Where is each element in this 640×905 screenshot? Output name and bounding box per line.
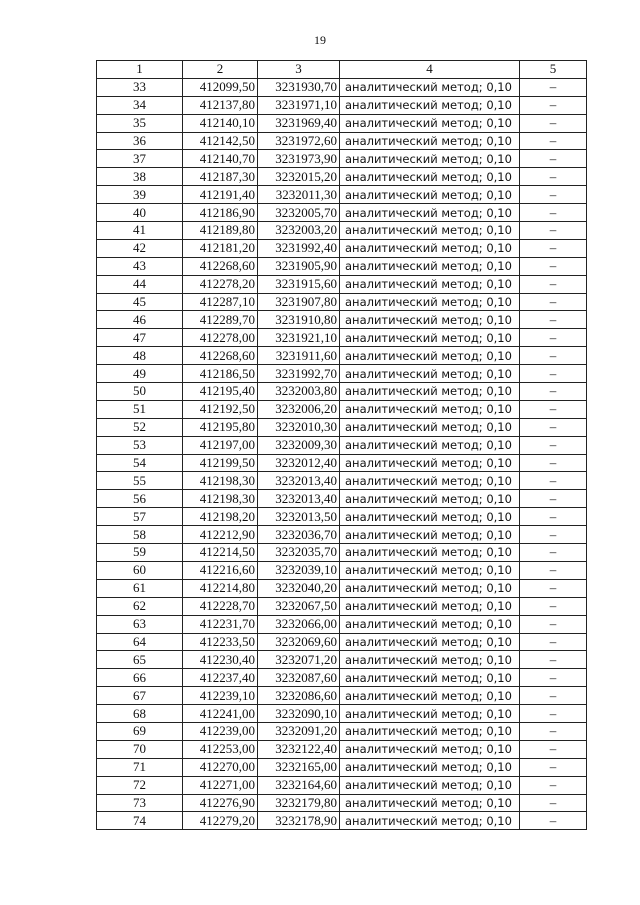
table-cell: 412270,00	[183, 758, 258, 776]
table-cell: аналитический метод; 0,10	[340, 812, 520, 830]
table-cell: 412278,00	[183, 329, 258, 347]
table-cell: –	[520, 400, 587, 418]
table-row	[97, 526, 587, 544]
table-cell: 52	[97, 418, 183, 436]
table-cell: аналитический метод; 0,10	[340, 526, 520, 544]
table-cell: 3232164,60	[258, 776, 340, 794]
table-cell: –	[520, 383, 587, 401]
table-cell: 3232012,40	[258, 454, 340, 472]
table-cell: –	[520, 526, 587, 544]
table-cell: аналитический метод; 0,10	[340, 186, 520, 204]
table-cell: аналитический метод; 0,10	[340, 150, 520, 168]
table-cell: 68	[97, 705, 183, 723]
table-cell: 412198,20	[183, 508, 258, 526]
table-cell: –	[520, 490, 587, 508]
table-cell: 412195,80	[183, 418, 258, 436]
table-cell: 64	[97, 633, 183, 651]
table-cell: –	[520, 365, 587, 383]
page-number: 19	[314, 33, 326, 47]
table-cell: 3232005,70	[258, 204, 340, 222]
table-cell: –	[520, 347, 587, 365]
table-cell: аналитический метод; 0,10	[340, 472, 520, 490]
table-cell: –	[520, 222, 587, 240]
table-cell: –	[520, 472, 587, 490]
table-row	[97, 669, 587, 687]
table-cell: 40	[97, 204, 183, 222]
table-cell: 48	[97, 347, 183, 365]
table-cell: –	[520, 651, 587, 669]
table-row	[97, 239, 587, 257]
table-cell: аналитический метод; 0,10	[340, 365, 520, 383]
table-cell: 44	[97, 275, 183, 293]
table-cell: –	[520, 311, 587, 329]
table-cell: 53	[97, 436, 183, 454]
table-cell: –	[520, 687, 587, 705]
table-cell: –	[520, 579, 587, 597]
table-cell: аналитический метод; 0,10	[340, 383, 520, 401]
table-cell: –	[520, 454, 587, 472]
table-cell: аналитический метод; 0,10	[340, 311, 520, 329]
table-cell: 412186,90	[183, 204, 258, 222]
table-cell: аналитический метод; 0,10	[340, 78, 520, 96]
table-row	[97, 150, 587, 168]
table-cell: 412142,50	[183, 132, 258, 150]
table-cell: 49	[97, 365, 183, 383]
table-cell: аналитический метод; 0,10	[340, 347, 520, 365]
table-cell: 66	[97, 669, 183, 687]
table-cell: аналитический метод; 0,10	[340, 740, 520, 758]
table-cell: –	[520, 597, 587, 615]
table-cell: аналитический метод; 0,10	[340, 436, 520, 454]
table-row	[97, 132, 587, 150]
table-cell: 3231973,90	[258, 150, 340, 168]
table-row	[97, 114, 587, 132]
table-cell: –	[520, 418, 587, 436]
table-cell: –	[520, 78, 587, 96]
table-cell: аналитический метод; 0,10	[340, 597, 520, 615]
table-row	[97, 794, 587, 812]
table-row	[97, 490, 587, 508]
table-cell: аналитический метод; 0,10	[340, 722, 520, 740]
table-cell: 73	[97, 794, 183, 812]
table-cell: аналитический метод; 0,10	[340, 329, 520, 347]
table-cell: –	[520, 186, 587, 204]
table-cell: 412214,50	[183, 544, 258, 562]
table-cell: –	[520, 633, 587, 651]
table-cell: –	[520, 561, 587, 579]
table-cell: 412287,10	[183, 293, 258, 311]
table-cell: 3232013,40	[258, 490, 340, 508]
table-header-row	[97, 61, 587, 79]
table-cell: 65	[97, 651, 183, 669]
table-cell: 33	[97, 78, 183, 96]
table-row	[97, 329, 587, 347]
table-cell: 412181,20	[183, 239, 258, 257]
table-cell: 412214,80	[183, 579, 258, 597]
table-cell: –	[520, 705, 587, 723]
table-cell: 61	[97, 579, 183, 597]
table-cell: 412216,60	[183, 561, 258, 579]
table-row	[97, 633, 587, 651]
table-cell: 412137,80	[183, 96, 258, 114]
table-cell: –	[520, 794, 587, 812]
table-cell: 3232010,30	[258, 418, 340, 436]
table-cell: 69	[97, 722, 183, 740]
table-cell: 57	[97, 508, 183, 526]
table-cell: 3232011,30	[258, 186, 340, 204]
table-cell: аналитический метод; 0,10	[340, 454, 520, 472]
table-row	[97, 615, 587, 633]
table-cell: 412195,40	[183, 383, 258, 401]
table-cell: –	[520, 204, 587, 222]
table-row	[97, 418, 587, 436]
table-cell: 54	[97, 454, 183, 472]
coordinates-table	[96, 60, 587, 830]
table-cell: –	[520, 722, 587, 740]
table-cell: 46	[97, 311, 183, 329]
table-cell: аналитический метод; 0,10	[340, 794, 520, 812]
table-cell: 412199,50	[183, 454, 258, 472]
table-cell: 70	[97, 740, 183, 758]
table-cell: 42	[97, 239, 183, 257]
table-cell: 412212,90	[183, 526, 258, 544]
table-cell: аналитический метод; 0,10	[340, 275, 520, 293]
table-row	[97, 96, 587, 114]
table-cell: аналитический метод; 0,10	[340, 544, 520, 562]
table-cell: 3231969,40	[258, 114, 340, 132]
table-cell: 36	[97, 132, 183, 150]
table-cell: 3232003,80	[258, 383, 340, 401]
table-cell: аналитический метод; 0,10	[340, 168, 520, 186]
table-cell: –	[520, 168, 587, 186]
table-row	[97, 597, 587, 615]
table-cell: 38	[97, 168, 183, 186]
table-row	[97, 561, 587, 579]
table-cell: –	[520, 293, 587, 311]
table-cell: 3231905,90	[258, 257, 340, 275]
table-cell: 3231971,10	[258, 96, 340, 114]
table-cell: –	[520, 436, 587, 454]
table-cell: аналитический метод; 0,10	[340, 257, 520, 275]
table-cell: аналитический метод; 0,10	[340, 400, 520, 418]
table-cell: аналитический метод; 0,10	[340, 669, 520, 687]
table-cell: 412198,30	[183, 490, 258, 508]
table-cell: 412228,70	[183, 597, 258, 615]
table-cell: 412198,30	[183, 472, 258, 490]
table-cell: 412278,20	[183, 275, 258, 293]
table-cell: 37	[97, 150, 183, 168]
table-cell: аналитический метод; 0,10	[340, 418, 520, 436]
table-cell: аналитический метод; 0,10	[340, 561, 520, 579]
table-cell: аналитический метод; 0,10	[340, 490, 520, 508]
table-cell: 3232090,10	[258, 705, 340, 723]
column-header: 5	[520, 61, 587, 79]
table-cell: 412187,30	[183, 168, 258, 186]
table-row	[97, 365, 587, 383]
table-row	[97, 758, 587, 776]
table-body	[97, 78, 587, 829]
table-cell: 56	[97, 490, 183, 508]
table-cell: 412140,70	[183, 150, 258, 168]
table-row	[97, 740, 587, 758]
table-row	[97, 722, 587, 740]
table-cell: –	[520, 239, 587, 257]
table-cell: 3232179,80	[258, 794, 340, 812]
table-cell: аналитический метод; 0,10	[340, 204, 520, 222]
cut-off-footer-text	[130, 893, 620, 901]
table-row	[97, 257, 587, 275]
table-cell: 3232091,20	[258, 722, 340, 740]
table-cell: 45	[97, 293, 183, 311]
table-cell: –	[520, 812, 587, 830]
table-cell: 412230,40	[183, 651, 258, 669]
table-cell: 3232036,70	[258, 526, 340, 544]
table-cell: аналитический метод; 0,10	[340, 132, 520, 150]
table-cell: аналитический метод; 0,10	[340, 705, 520, 723]
table-cell: –	[520, 96, 587, 114]
table-cell: 47	[97, 329, 183, 347]
table-cell: 41	[97, 222, 183, 240]
table-cell: –	[520, 669, 587, 687]
table-cell: 3232066,00	[258, 615, 340, 633]
table-cell: 412268,60	[183, 347, 258, 365]
table-cell: аналитический метод; 0,10	[340, 579, 520, 597]
table-cell: 3231972,60	[258, 132, 340, 150]
table-cell: аналитический метод; 0,10	[340, 633, 520, 651]
table-cell: –	[520, 329, 587, 347]
table-row	[97, 293, 587, 311]
table-cell: 412239,10	[183, 687, 258, 705]
table-cell: –	[520, 776, 587, 794]
table-cell: 3232039,10	[258, 561, 340, 579]
table-row	[97, 204, 587, 222]
table-cell: 59	[97, 544, 183, 562]
table-cell: 412233,50	[183, 633, 258, 651]
table-cell: 412140,10	[183, 114, 258, 132]
table-cell: 60	[97, 561, 183, 579]
table-row	[97, 776, 587, 794]
table-cell: 3232087,60	[258, 669, 340, 687]
table-cell: –	[520, 150, 587, 168]
table-cell: 3231992,70	[258, 365, 340, 383]
table-cell: 412279,20	[183, 812, 258, 830]
table-cell: 412191,40	[183, 186, 258, 204]
table-cell: 412241,00	[183, 705, 258, 723]
table-cell: 3232035,70	[258, 544, 340, 562]
table-row	[97, 579, 587, 597]
table-cell: 62	[97, 597, 183, 615]
table-cell: 51	[97, 400, 183, 418]
table-cell: –	[520, 132, 587, 150]
table-cell: 3231930,70	[258, 78, 340, 96]
table-cell: 3232178,90	[258, 812, 340, 830]
table-row	[97, 687, 587, 705]
table-cell: –	[520, 114, 587, 132]
table-cell: аналитический метод; 0,10	[340, 222, 520, 240]
table-row	[97, 311, 587, 329]
table-cell: 3232003,20	[258, 222, 340, 240]
table-row	[97, 705, 587, 723]
table-row	[97, 400, 587, 418]
table-cell: 3231907,80	[258, 293, 340, 311]
table-cell: –	[520, 758, 587, 776]
table-cell: 412271,00	[183, 776, 258, 794]
table-cell: 3231911,60	[258, 347, 340, 365]
table-cell: аналитический метод; 0,10	[340, 239, 520, 257]
table-cell: 412192,50	[183, 400, 258, 418]
table-cell: –	[520, 275, 587, 293]
table-cell: –	[520, 615, 587, 633]
table-row	[97, 812, 587, 830]
table-cell: аналитический метод; 0,10	[340, 758, 520, 776]
table-cell: 43	[97, 257, 183, 275]
column-header: 4	[340, 61, 520, 79]
table-cell: аналитический метод; 0,10	[340, 293, 520, 311]
table-cell: 3232009,30	[258, 436, 340, 454]
table-cell: аналитический метод; 0,10	[340, 508, 520, 526]
table-cell: аналитический метод; 0,10	[340, 96, 520, 114]
table-cell: аналитический метод; 0,10	[340, 687, 520, 705]
table-cell: аналитический метод; 0,10	[340, 615, 520, 633]
table-cell: 412186,50	[183, 365, 258, 383]
table-cell: –	[520, 740, 587, 758]
table-cell: 3232040,20	[258, 579, 340, 597]
table-cell: 412237,40	[183, 669, 258, 687]
table-cell: 34	[97, 96, 183, 114]
table-row	[97, 454, 587, 472]
table-cell: 3232013,50	[258, 508, 340, 526]
table-cell: 3232069,60	[258, 633, 340, 651]
table-row	[97, 78, 587, 96]
table-cell: 35	[97, 114, 183, 132]
table-cell: 412231,70	[183, 615, 258, 633]
table-cell: 3231921,10	[258, 329, 340, 347]
table-row	[97, 383, 587, 401]
table-cell: 58	[97, 526, 183, 544]
table-cell: –	[520, 257, 587, 275]
table-cell: 55	[97, 472, 183, 490]
table-cell: 412197,00	[183, 436, 258, 454]
table-cell: 50	[97, 383, 183, 401]
column-header: 2	[183, 61, 258, 79]
table-row	[97, 508, 587, 526]
table-cell: 72	[97, 776, 183, 794]
table-cell: аналитический метод; 0,10	[340, 114, 520, 132]
table-cell: 3232015,20	[258, 168, 340, 186]
column-header: 1	[97, 61, 183, 79]
table-cell: 3232071,20	[258, 651, 340, 669]
table-cell: 412276,90	[183, 794, 258, 812]
table-row	[97, 436, 587, 454]
table-row	[97, 222, 587, 240]
table-row	[97, 544, 587, 562]
table-row	[97, 275, 587, 293]
table-row	[97, 651, 587, 669]
table-cell: аналитический метод; 0,10	[340, 651, 520, 669]
table-cell: 39	[97, 186, 183, 204]
table-cell: 3232165,00	[258, 758, 340, 776]
table-cell: 412289,70	[183, 311, 258, 329]
table-cell: 3232067,50	[258, 597, 340, 615]
table-cell: 71	[97, 758, 183, 776]
table-cell: 3232006,20	[258, 400, 340, 418]
table-cell: 412189,80	[183, 222, 258, 240]
table-row	[97, 472, 587, 490]
table-cell: 63	[97, 615, 183, 633]
table-cell: 3232013,40	[258, 472, 340, 490]
table-cell: 67	[97, 687, 183, 705]
table-cell: 412099,50	[183, 78, 258, 96]
table-cell: 3231915,60	[258, 275, 340, 293]
table-row	[97, 347, 587, 365]
table-row	[97, 168, 587, 186]
table-cell: 3231992,40	[258, 239, 340, 257]
table-cell: 412239,00	[183, 722, 258, 740]
table-row	[97, 186, 587, 204]
table-cell: –	[520, 508, 587, 526]
table-cell: –	[520, 544, 587, 562]
table-cell: 3232122,40	[258, 740, 340, 758]
table-cell: 3232086,60	[258, 687, 340, 705]
table-cell: аналитический метод; 0,10	[340, 776, 520, 794]
table-cell: 3231910,80	[258, 311, 340, 329]
table-cell: 74	[97, 812, 183, 830]
table-cell: 412253,00	[183, 740, 258, 758]
table-cell: 412268,60	[183, 257, 258, 275]
column-header: 3	[258, 61, 340, 79]
